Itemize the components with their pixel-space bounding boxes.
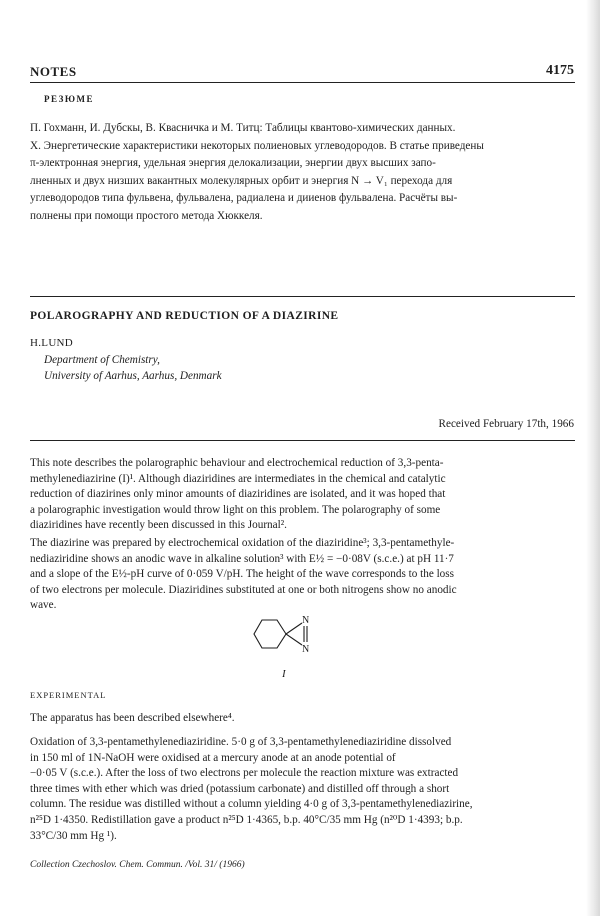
apparatus-sentence: The apparatus has been described elsewhere⁴. bbox=[30, 712, 235, 724]
intro-line: diaziridines have recently been discussed in this Journal². bbox=[30, 519, 287, 532]
preparation-paragraph bbox=[30, 536, 575, 614]
journal-footer: Collection Czechoslov. Chem. Commun. /Vol. 31/ (1966) bbox=[30, 860, 245, 870]
header-rule bbox=[30, 82, 575, 83]
intro-line: methylenediazirine (I)¹. Although diaziridines are intermediates in the chemical and catalytic bbox=[30, 472, 446, 485]
resume-line: П. Гохманн, И. Дубскы, В. Квасничка и М. Титц: Таблицы квантово-химических данных. bbox=[30, 122, 456, 134]
preparation-line: wave. bbox=[30, 599, 57, 612]
resume-line: X. Энергетические характеристики некоторых полиеновых углеводородов. В статье приведены bbox=[30, 139, 484, 152]
preparation-line: of two electrons per molecule. Diaziridines substituted at one or both nitrogens show no anodic bbox=[30, 583, 457, 596]
author-name: H.LUND bbox=[30, 337, 74, 349]
resume-line: углеводородов типа фульвена, фульвалена, радиалена и дииенов фульвалена. Расчёты вы- bbox=[30, 192, 458, 204]
article-title: POLAROGRAPHY AND REDUCTION OF A DIAZIRINE bbox=[30, 310, 339, 322]
cyclohexane-ring bbox=[254, 620, 307, 648]
running-header-section: NOTES bbox=[30, 64, 77, 79]
oxidation-line: in 150 ml of 1N-NaOH were oxidised at a mercury anode at an anode potential of bbox=[30, 751, 396, 764]
resume-line: π-электронная энергия, удельная энергия делокализации, энергии двух высших запо- bbox=[30, 157, 436, 169]
intro-line: This note describes the polarographic behaviour and electrochemical reduction of 3,3-penta- bbox=[30, 457, 444, 469]
page-number: 4175 bbox=[546, 63, 574, 78]
oxidation-line: Oxidation of 3,3-pentamethylenediaziridine. 5·0 g of 3,3-pentamethylenediaziridine dissolved bbox=[30, 736, 452, 748]
received-rule bbox=[30, 440, 575, 441]
oxidation-paragraph bbox=[30, 735, 575, 844]
resume-line: полнены при помощи простого метода Хюккеля. bbox=[30, 209, 263, 222]
oxidation-line: column. The residue was distilled without a column yielding 4·0 g of 3,3-pentamethylenediazirine, bbox=[30, 798, 473, 811]
experimental-heading: EXPERIMENTAL bbox=[30, 690, 107, 700]
scan-shadow bbox=[586, 0, 600, 916]
affiliation-university: University of Aarhus, Aarhus, Denmark bbox=[44, 370, 222, 382]
oxidation-line: 33°C/30 mm Hg ¹). bbox=[30, 829, 117, 842]
oxidation-line: −0·05 V (s.c.e.). After the loss of two electrons per molecule the reaction mixture was extracted bbox=[30, 767, 459, 780]
resume-line: лненных и двух низших вакантных молекулярных орбит и энергия N → V₁ перехода для bbox=[30, 174, 453, 187]
received-date: Received February 17th, 1966 bbox=[438, 418, 574, 430]
structure-label: I bbox=[282, 668, 286, 680]
nitrogen-atom-bottom: N bbox=[302, 644, 310, 655]
oxidation-line: n²⁵D 1·4350. Redistillation gave a product n²⁵D 1·4365, b.p. 40°C/35 mm Hg (n²⁰D 1·4393; b.p. bbox=[30, 813, 463, 826]
oxidation-line: three times with ether which was dried (potassium carbonate) and distilled off through a short bbox=[30, 782, 450, 795]
intro-paragraph bbox=[30, 456, 575, 534]
resume-paragraph bbox=[30, 120, 575, 225]
preparation-line: and a slope of the E½-pH curve of 0·059 V/pH. The height of the wave corresponds to the loss bbox=[30, 568, 454, 581]
intro-line: reduction of diazirines only minor amounts of diaziridines are isolated, and it was hoped that bbox=[30, 488, 446, 501]
affiliation-department: Department of Chemistry, bbox=[44, 354, 160, 366]
resume-heading: РЕЗЮМЕ bbox=[44, 94, 94, 104]
intro-line: a polarographic investigation would throw light on this problem. The polarography of some bbox=[30, 503, 441, 516]
diazirine-structure bbox=[250, 608, 330, 664]
nitrogen-atom-top: N bbox=[302, 615, 310, 626]
preparation-line: nediaziridine shows an anodic wave in alkaline solution³ with E½ = −0·08V (s.c.e.) at pH 11·7 bbox=[30, 552, 454, 565]
preparation-line: The diazirine was prepared by electrochemical oxidation of the diaziridine³; 3,3-pentamethyle- bbox=[30, 537, 455, 549]
section-rule bbox=[30, 296, 575, 297]
